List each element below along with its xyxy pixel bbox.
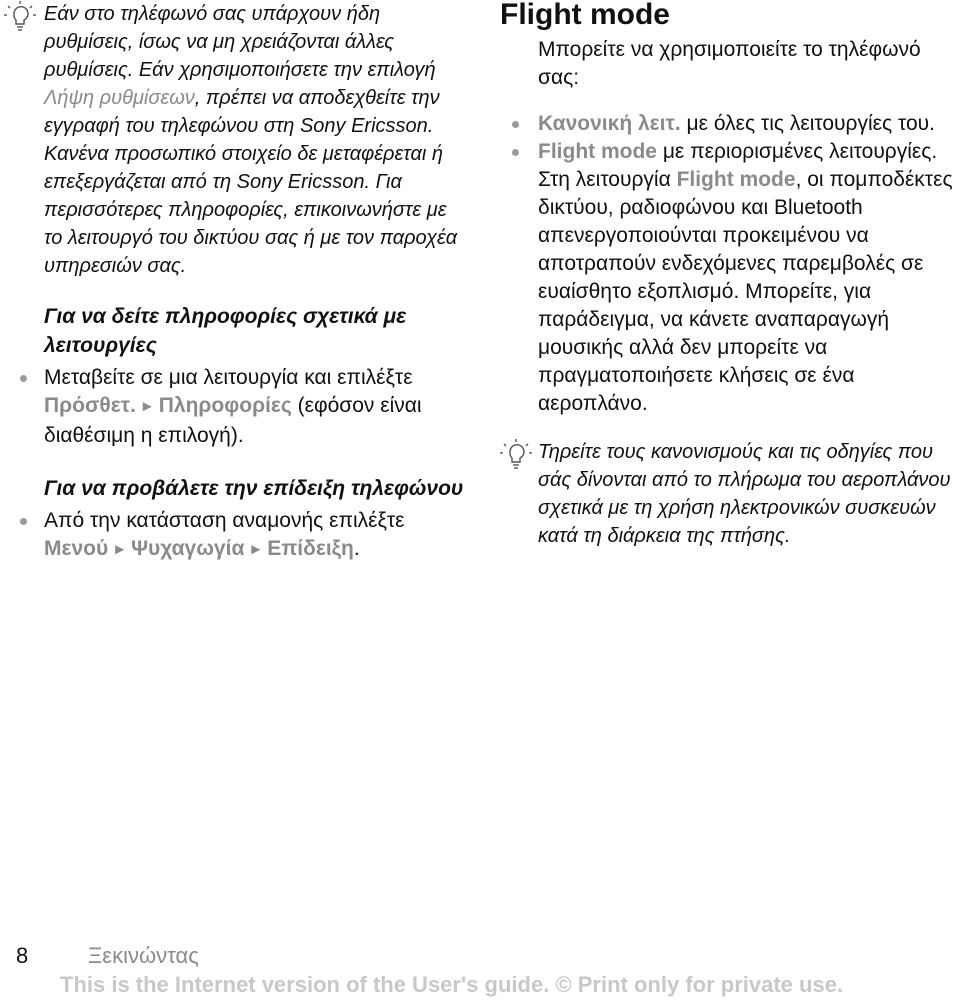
- lightbulb-icon: [0, 0, 40, 40]
- bullet-dot: [20, 518, 27, 525]
- heading-phone-demo: Για να προβάλετε την επίδειξη τηλεφώνου: [44, 477, 464, 500]
- list-view-info: [0, 364, 470, 450]
- list-modes: [500, 110, 960, 418]
- menu-ref-more: Πρόσθετ.: [44, 394, 136, 417]
- menu-ref-download-settings: Λήψη ρυθμίσεων: [44, 87, 195, 109]
- tip-flight: [500, 438, 960, 550]
- left-column: [0, 0, 470, 565]
- arrow-right-icon: ►: [248, 541, 264, 558]
- page-number: 8: [16, 943, 29, 968]
- heading-view-info: Για να δείτε πληροφορίες σχετικά με λειτουργίες: [44, 305, 407, 357]
- menu-ref-flight-mode: Flight mode: [538, 140, 657, 163]
- lightbulb-icon: [496, 438, 536, 478]
- list-phone-demo: [0, 507, 470, 565]
- bullet-dot: [512, 149, 519, 156]
- menu-ref-flight-mode-2: Flight mode: [676, 168, 796, 191]
- arrow-right-icon: ►: [112, 541, 128, 558]
- section-title: Flight mode: [500, 0, 670, 31]
- section-name: Ξεκινώντας: [88, 943, 199, 968]
- bullet-dot: [512, 121, 519, 128]
- arrow-right-icon: ►: [139, 398, 155, 415]
- menu-ref-menu: Μενού: [44, 537, 109, 560]
- tip-text: Εάν στο τηλέφωνό σας υπάρχουν ήδη ρυθμίσεις, ίσως να μη χρειάζονται άλλες ρυθμίσεις. Εάν χρησιμοποιήσετε την επιλογή Λήψη ρυθμίσεων, πρέπει να αποδεχθείτε την εγγραφή του τηλεφώνου στη Sony Ericsson. Κανένα προσωπικό στοιχείο δε μεταφέρεται ή επεξεργάζεται από τη Sony Ericsson. Για περισσότερες πληροφορίες, επικοινωνήστε με το λειτουργό του δικτύου σας ή με τον παροχέα υπηρεσιών σας.: [44, 3, 458, 277]
- list-item: Μεταβείτε σε μια λειτουργία και επιλέξτε Πρόσθετ. ► Πληροφορίες (εφόσον είναι διαθέσιμη η επιλογή).: [0, 364, 470, 450]
- menu-ref-info: Πληροφορίες: [158, 394, 292, 417]
- right-column: [500, 0, 960, 550]
- list-item: Flight mode με περιορισμένες λειτουργίες. Στη λειτουργία Flight mode, οι πομποδέκτες δικτύου, ραδιοφώνου και Bluetooth απενεργοποιούνται προκειμένου να αποτραπούν ενδεχόμενες παρεμβολές σε ευαίσθητο εξοπλισμό. Μπορείτε, για παράδειγμα, να κάνετε αναπαραγωγή μουσικής αλλά δεν μπορείτε να πραγματοποιήσετε κλήσεις σε ένα αεροπλάνο.: [500, 138, 960, 418]
- tip-settings: [0, 0, 470, 280]
- list-item: Κανονική λειτ. με όλες τις λειτουργίες του.: [500, 110, 960, 138]
- menu-ref-entertainment: Ψυχαγωγία: [131, 537, 245, 560]
- menu-ref-demo: Επίδειξη: [267, 537, 354, 560]
- bullet-dot: [20, 375, 27, 382]
- internet-version-note: This is the Internet version of the User's guide. © Print only for private use.: [60, 972, 844, 997]
- intro-text: Μπορείτε να χρησιμοποιείτε το τηλέφωνό σας:: [538, 38, 921, 89]
- list-item: Από την κατάσταση αναμονής επιλέξτε Μενού ► Ψυχαγωγία ► Επίδειξη.: [0, 507, 470, 565]
- menu-ref-normal-mode: Κανονική λειτ.: [538, 112, 681, 135]
- tip-text: Τηρείτε τους κανονισμούς και τις οδηγίες που σάς δίνονται από το πλήρωμα του αεροπλάνου σχετικά με τη χρήση ηλεκτρονικών συσκευών κατά τη διάρκεια της πτήσης.: [538, 441, 951, 547]
